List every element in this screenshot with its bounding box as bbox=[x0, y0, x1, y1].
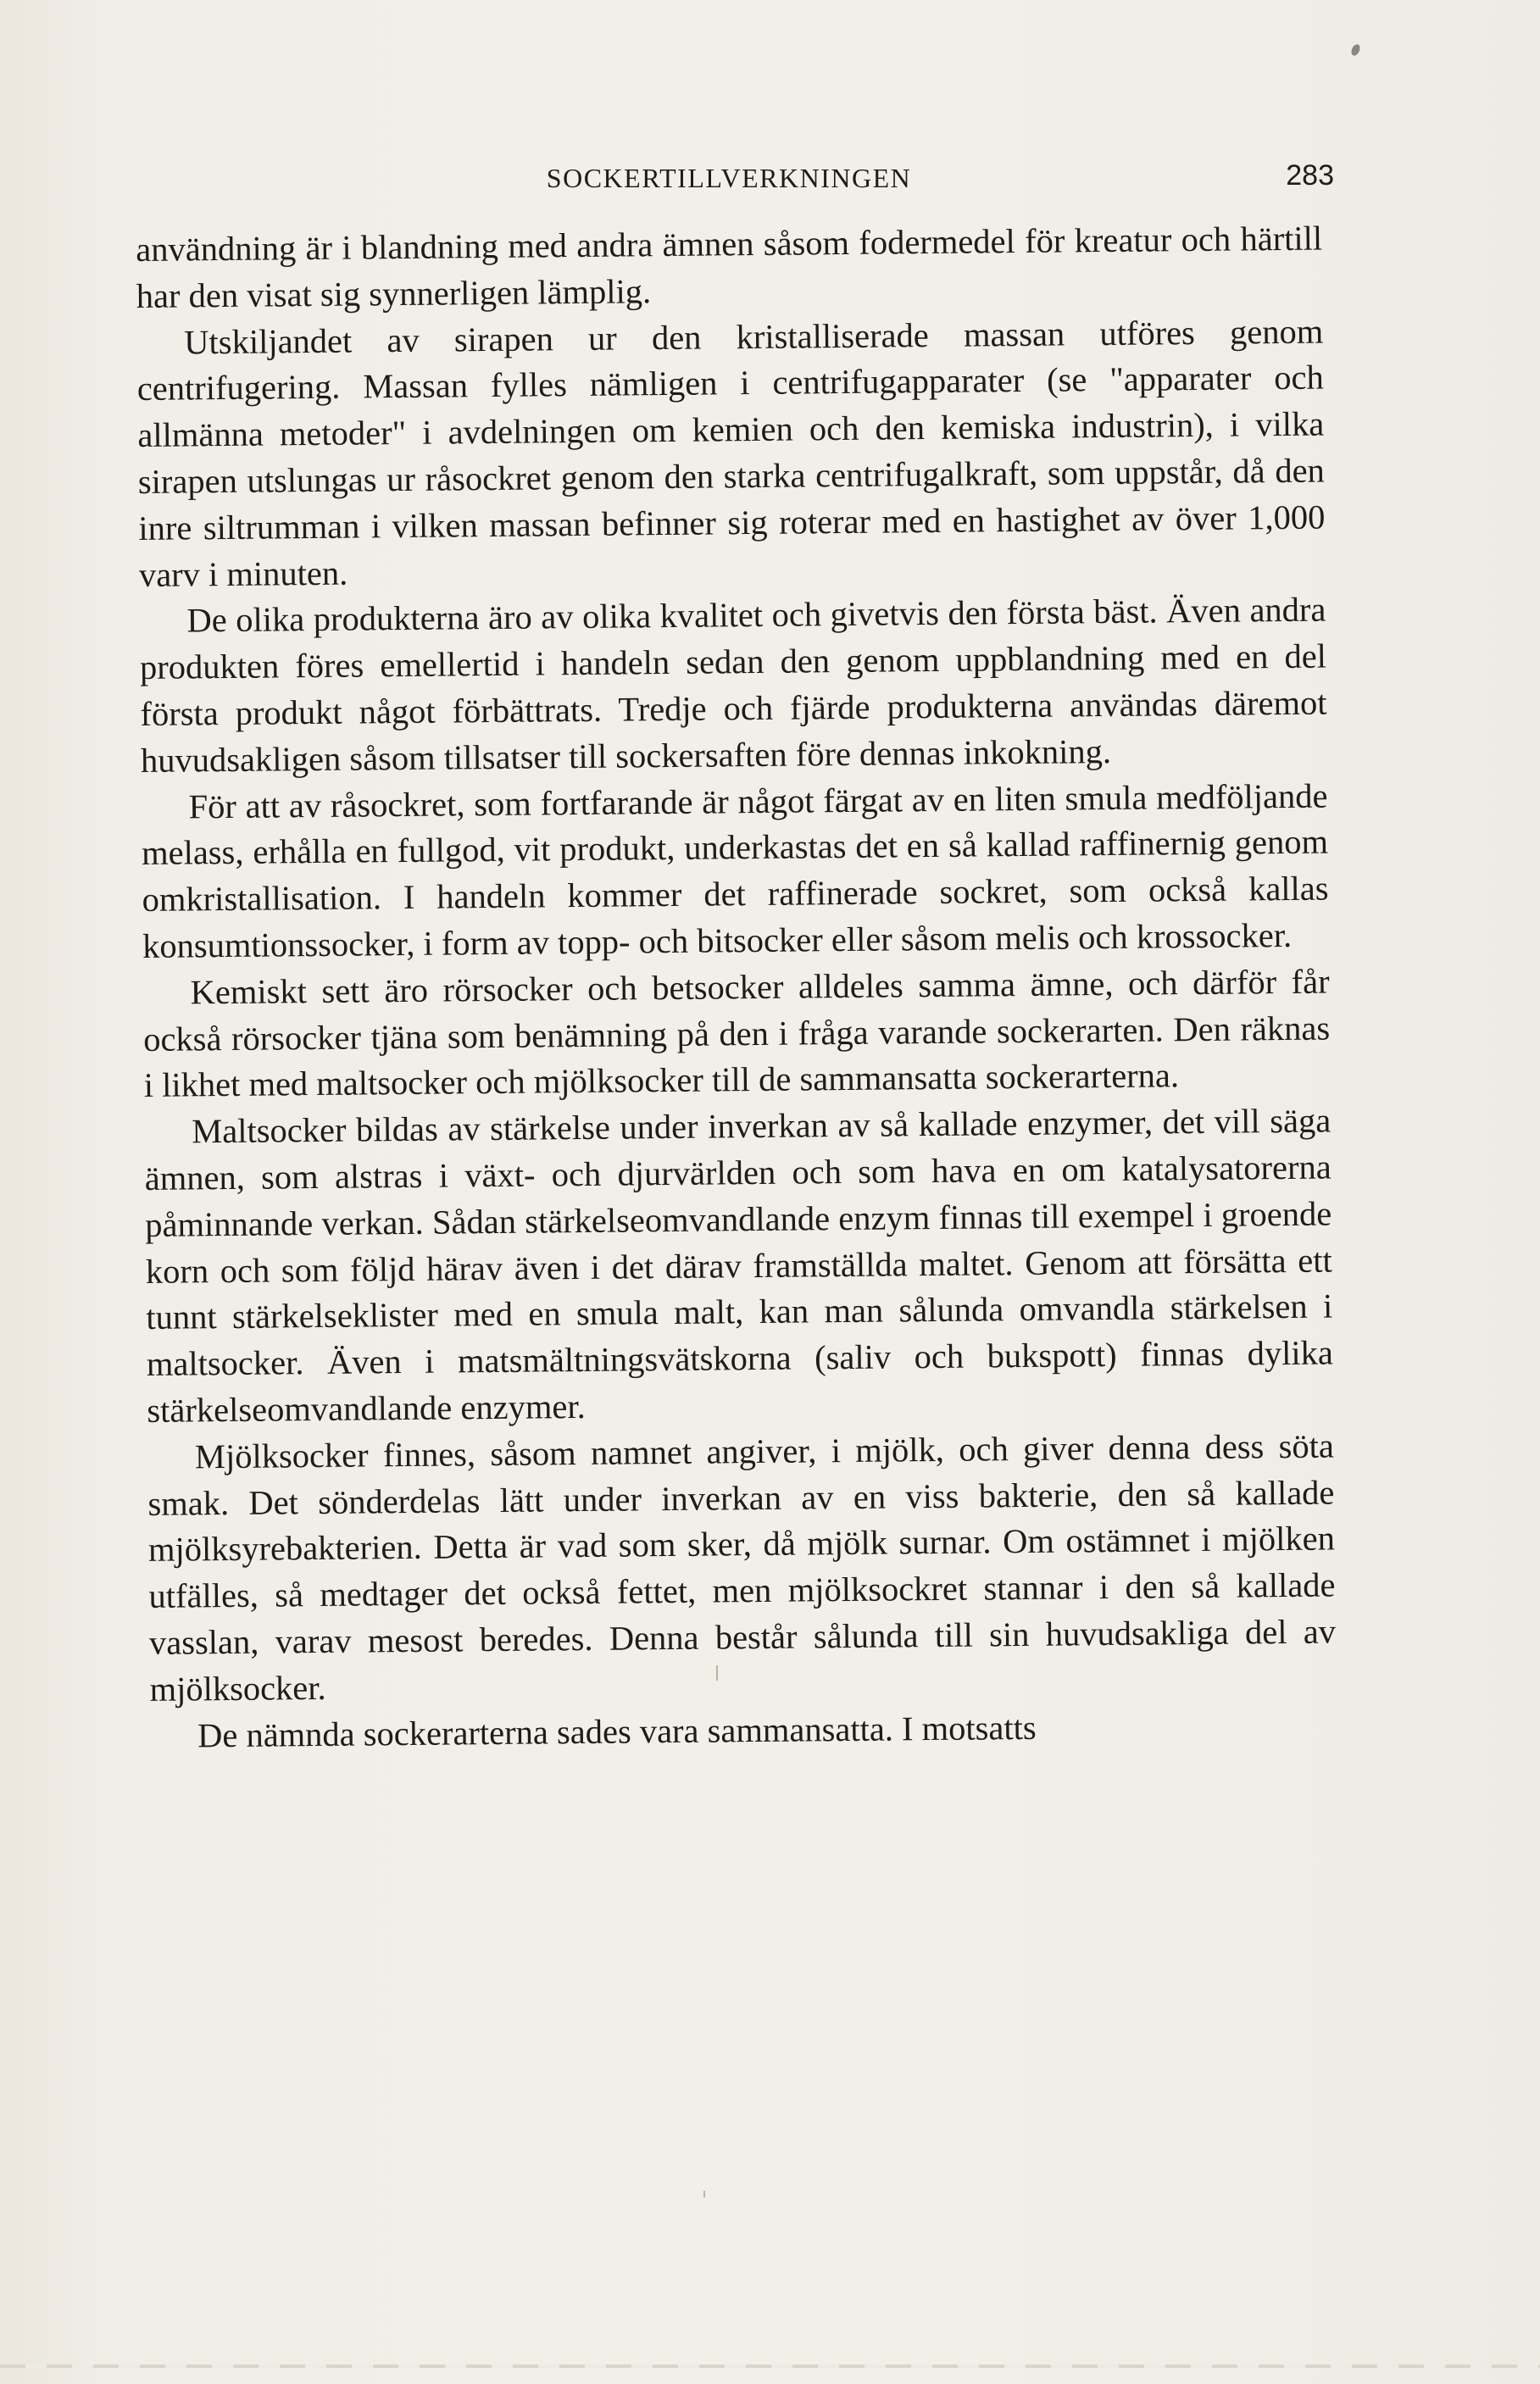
paragraph: Kemiskt sett äro rörsocker och betsocker alldeles samma ämne, och därför får också rörsocker tjäna som benämning på den i fråga varande sockerarten. Den räknas i likhet med maltsocker och mjölksocker till de sammansatta sockerarterna. bbox=[142, 962, 1331, 1105]
ink-speck bbox=[1349, 43, 1361, 57]
page-bottom-edge bbox=[0, 2365, 1540, 2368]
paragraph: De olika produkterna äro av olika kvalitet och givetvis den första bäst. Även andra produkten föres emellertid i handeln sedan den genom uppblandning med en del första produkt något förbättrats. Tredje och fjärde produkterna användas däremot huvudsakligen såsom tillsatser till sockersaften före dennas inkokning. bbox=[139, 590, 1327, 780]
paragraph: Utskiljandet av sirapen ur den kristalliserade massan utföres genom centrifugering. Massan fylles nämligen i centrifugapparater (se "apparater och allmänna metoder" i avdelningen om kemien och den kemiska industrin), i vilka sirapen utslungas ur råsockret genom den starka centrifugalkraft, som uppstår, då den inre siltrumman i vilken massan befinner sig roterar med en hastighet av över 1,000 varv i minuten. bbox=[136, 312, 1326, 594]
paragraph: användning är i blandning med andra ämnen såsom fodermedel för kreatur och härtill har den visat sig synnerligen lämplig. bbox=[136, 219, 1323, 315]
paper-blemish bbox=[703, 2191, 705, 2198]
body-text bbox=[136, 216, 1337, 1760]
paragraph: För att av råsockret, som fortfarande är något färgat av en liten smula medföljande melass, erhålla en fullgod, vit produkt, underkastas det en så kallad raffinernig genom omkristallisation. I handeln kommer det raffinerade sockret, som också kallas konsumtionssocker, i form av topp- och bitsocker eller såsom melis och krossocker. bbox=[141, 776, 1329, 965]
paragraph: Maltsocker bildas av stärkelse under inverkan av så kallade enzymer, det vill säga ämnen, som alstras i växt- och djurvärlden och som hava en om katalysatorerna påminnande verkan. Sådan stärkelseomvandlande enzym finnas till exempel i groende korn och som följd härav även i det därav framställda maltet. Genom att försätta ett tunnt stärkelseklister med en smula malt, kan man sålunda omvandla stärkelsen i maltsocker. Även i matsmältningsvätskorna (saliv och bukspott) finnas dylika stärkelseomvandlande enzymer. bbox=[144, 1101, 1334, 1430]
paragraph: Mjölksocker finnes, såsom namnet angiver, i mjölk, och giver denna dess söta smak. Det sönderdelas lätt under inverkan av en viss bakterie, den så kallade mjölksyrebakterien. Detta är vad som sker, då mjölk surnar. Om ostämnet i mjölken utfälles, så medtager det också fettet, men mjölksockret stannar i den så kallade vasslan, varav mesost beredes. Denna består sålunda till sin huvudsakliga del av mjölksocker. bbox=[147, 1426, 1337, 1709]
page-number: 283 bbox=[1286, 159, 1334, 192]
paper-blemish bbox=[716, 1665, 718, 1681]
paragraph: De nämnda sockerarterna sades vara sammansatta. I motsatts bbox=[197, 1708, 1037, 1754]
running-title: SOCKERTILLVERKNINGEN bbox=[546, 163, 912, 193]
page-header bbox=[136, 159, 1334, 202]
